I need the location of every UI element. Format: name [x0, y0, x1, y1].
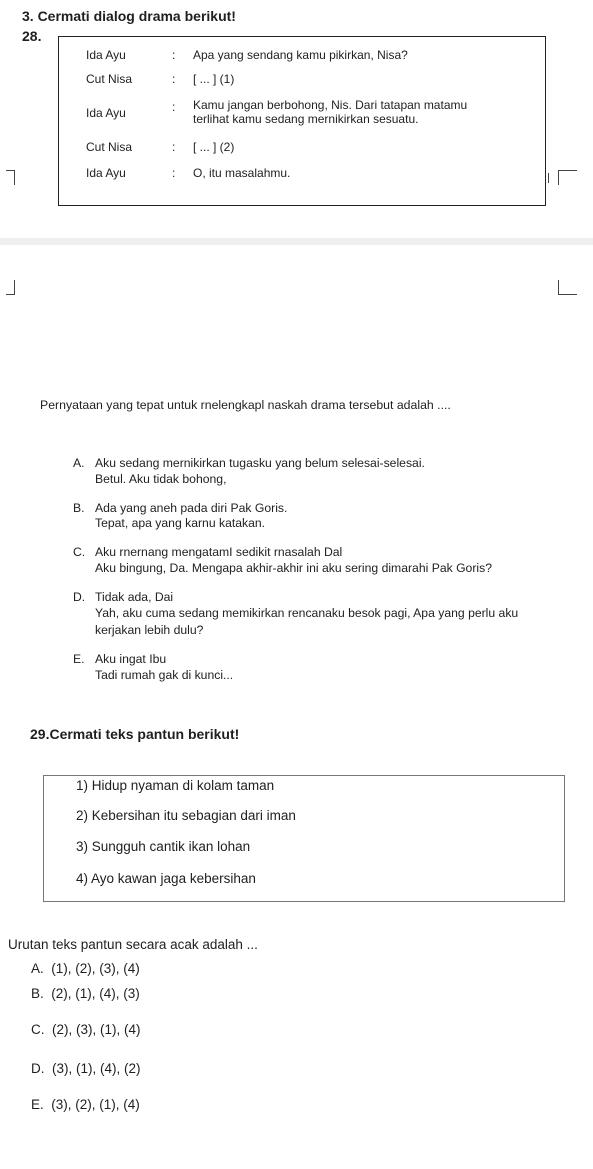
option-text: Tadi rumah gak di kunci... — [95, 668, 234, 682]
option-answer — [31, 986, 140, 1001]
dialog-line: Kamu jangan berbohong, Nis. Dari tatapan matamu — [193, 98, 468, 112]
option-text: Tepat, apa yang karnu katakan. — [95, 516, 266, 530]
option-text: (3), (2), (1), (4) — [51, 1097, 140, 1112]
dialog-colon: : — [172, 100, 176, 114]
dialog-speaker: Ida Ayu — [86, 166, 126, 180]
question-3-title: 3. Cermati dialog drama berikut! — [22, 8, 236, 24]
dialog-speaker: Ida Ayu — [86, 106, 126, 120]
option-text: Ada yang aneh pada diri Pak Goris. — [95, 501, 288, 515]
crop-mark — [558, 170, 577, 185]
option-letter: A. — [31, 961, 44, 976]
dialog-line: Apa yang sendang kamu pikirkan, Nisa? — [193, 48, 408, 62]
option-text: Tidak ada, Dai — [95, 590, 174, 604]
option-text: (2), (1), (4), (3) — [51, 986, 140, 1001]
option-letter: B. — [31, 986, 44, 1001]
crop-mark — [548, 173, 549, 183]
option-text: (3), (1), (4), (2) — [52, 1061, 141, 1076]
option-letter: E. — [73, 652, 85, 666]
option-text: Betul. Aku tidak bohong, — [95, 472, 227, 486]
option-letter: A. — [73, 456, 85, 470]
option-letter: C. — [73, 545, 86, 559]
dialog-colon: : — [172, 140, 176, 154]
option-answer — [31, 1022, 141, 1037]
option-letter: B. — [73, 501, 85, 515]
option-text: Aku bingung, Da. Mengapa akhir-akhir ini aku sering dimarahi Pak Goris? — [95, 561, 492, 575]
option-text: Aku sedang mernikirkan tugasku yang belum selesai-selesai. — [95, 456, 425, 470]
dialog-line: [ ... ] (2) — [193, 140, 235, 154]
question-29-title: 29.Cermati teks pantun berikut! — [30, 726, 240, 742]
option-text: Aku rnernang mengatamI sedikit rnasalah Dal — [95, 545, 343, 559]
page-separator — [0, 238, 593, 245]
pantun-line: 1) Hidup nyaman di kolam taman — [76, 778, 275, 793]
option-text: kerjakan lebih dulu? — [95, 623, 204, 637]
dialog-line-continuation: terlihat kamu sedang mernikirkan sesuatu. — [193, 112, 419, 126]
dialog-line: O, itu masalahmu. — [193, 166, 291, 180]
option-letter: E. — [31, 1097, 44, 1112]
question-28-number: 28. — [22, 28, 42, 44]
option-letter: D. — [73, 590, 86, 604]
question-28-stem: Pernyataan yang tepat untuk rnelengkapl naskah drama tersebut adalah .... — [40, 398, 451, 412]
pantun-line: 2) Kebersihan itu sebagian dari iman — [76, 808, 296, 823]
dialog-speaker: Cut Nisa — [86, 140, 133, 154]
option-text: (2), (3), (1), (4) — [52, 1022, 141, 1037]
dialog-colon: : — [172, 72, 176, 86]
option-letter: D. — [31, 1061, 45, 1076]
option-text: Aku ingat Ibu — [95, 652, 167, 666]
pantun-line: 4) Ayo kawan jaga kebersihan — [76, 871, 256, 886]
option-answer — [31, 1097, 140, 1112]
crop-mark — [6, 170, 15, 185]
question-29-stem: Urutan teks pantun secara acak adalah ... — [8, 937, 258, 952]
pantun-line: 3) Sungguh cantik ikan lohan — [76, 839, 251, 854]
crop-mark — [6, 280, 15, 295]
dialog-colon: : — [172, 48, 176, 62]
dialog-speaker: Cut Nisa — [86, 72, 133, 86]
option-answer — [31, 961, 140, 976]
crop-mark — [558, 280, 577, 295]
option-answer — [31, 1061, 141, 1076]
dialog-speaker: Ida Ayu — [86, 48, 126, 62]
dialog-line: [ ... ] (1) — [193, 72, 235, 86]
dialog-colon: : — [172, 166, 176, 180]
option-letter: C. — [31, 1022, 45, 1037]
option-text: Yah, aku cuma sedang memikirkan rencanaku besok pagi, Apa yang perlu aku — [95, 606, 519, 620]
option-text: (1), (2), (3), (4) — [51, 961, 140, 976]
